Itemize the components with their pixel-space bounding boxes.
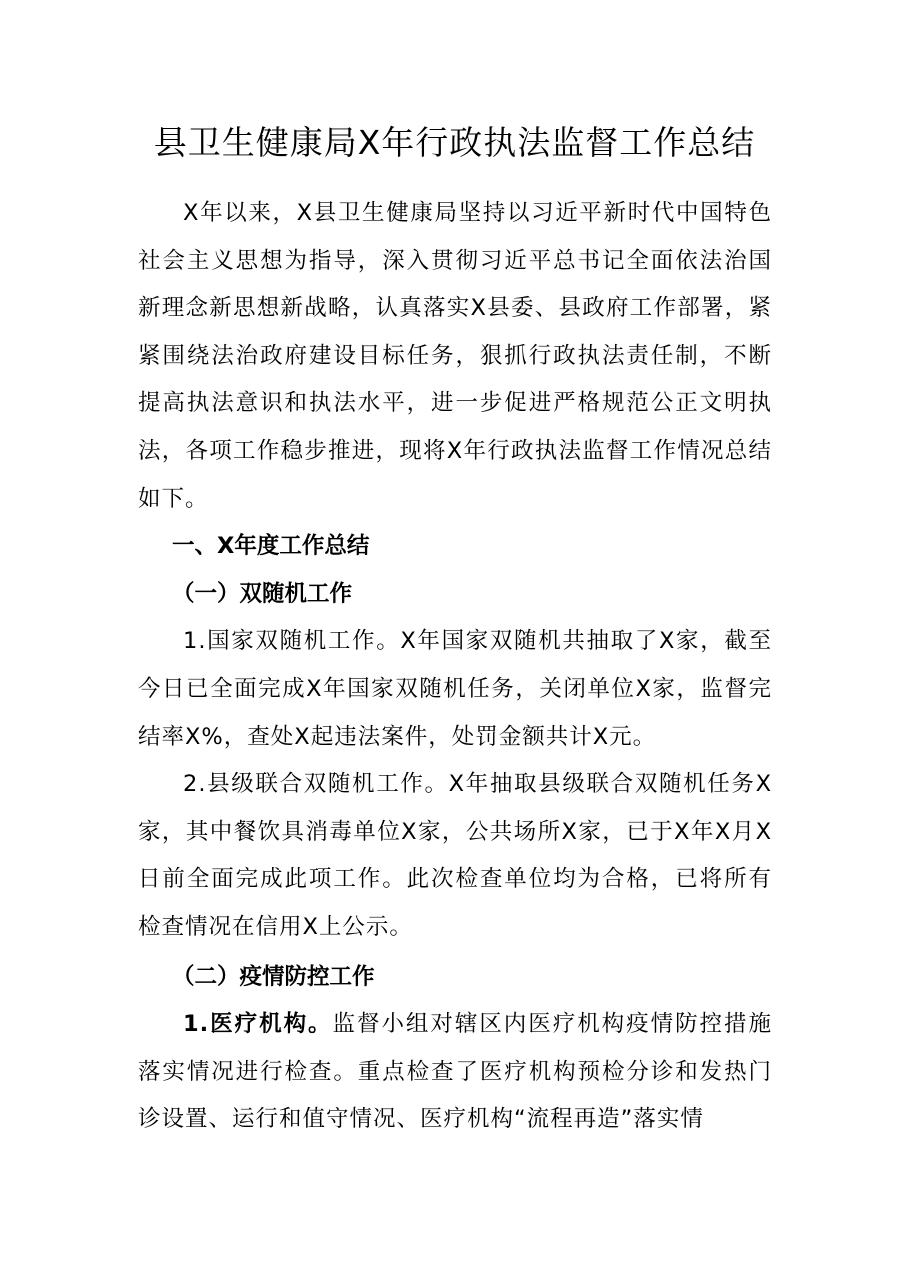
document-body — [138, 190, 772, 1144]
paragraph-text: 监督小组对辖区内医疗机构疫情防控措施落实情况进行检查。重点检查了医疗机构预检分诊和发热门诊设置、运行和值守情况、医疗机构“流程再造”落实情 — [138, 1011, 772, 1133]
intro-paragraph: X年以来，X县卫生健康局坚持以习近平新时代中国特色社会主义思想为指导，深入贯彻习近平总书记全面依法治国新理念新思想新战略，认真落实X县委、县政府工作部署，紧紧围绕法治政府建设目标任务，狠抓行政执法责任制，不断提高执法意识和执法水平，进一步促进严格规范公正文明执法，各项工作稳步推进，现将X年行政执法监督工作情况总结如下。 — [138, 200, 772, 512]
paragraph-medical-institutions — [138, 1001, 772, 1144]
subsection-heading-1: （一）双随机工作 — [172, 580, 353, 607]
paragraph-national-double-random: 1.国家双随机工作。X年国家双随机共抽取了X家，截至今日已全面完成X年国家双随机任务，关闭单位X家，监督完结率X%，查处X起违法案件，处罚金额共计X元。 — [138, 628, 772, 750]
document-title: 县卫生健康局X年行政执法监督工作总结 — [153, 123, 756, 162]
paragraph-county-double-random: 2.县级联合双随机工作。X年抽取县级联合双随机任务X家，其中餐饮具消毒单位X家，公共场所X家，已于X年X月X日前全面完成此项工作。此次检查单位均为合格，已将所有检查情况在信用X上公示。 — [138, 771, 772, 940]
paragraph-lead: 1.医疗机构。 — [183, 1011, 333, 1038]
section-heading-1: 一、X年度工作总结 — [172, 533, 370, 560]
subsection-heading-2: （二）疫情防控工作 — [172, 963, 375, 990]
